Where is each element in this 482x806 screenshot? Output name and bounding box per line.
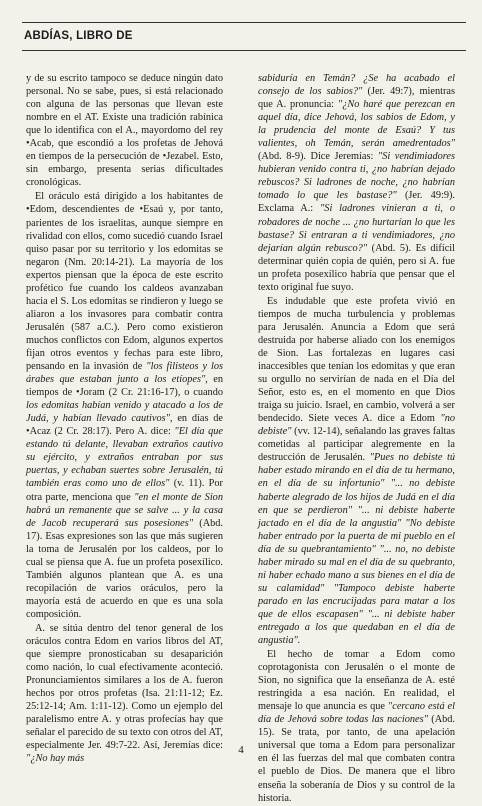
running-head: ABDÍAS, LIBRO DE [24,30,133,42]
top-rule [22,22,466,23]
page-number: 4 [238,744,244,756]
paragraph: El oráculo está dirigido a los habitantes de •Edom, descendientes de •Esaú y, por tanto, parientes de los israelitas, aunque siempre en rivalidad con ellos, como sucedió cuando Israel quiso pasar por su territorio y los edomitas se negaron (Nm. 20:14-21). La mayoría de los expertos piensan que la época de este escrito profético fue cuando los caldeos avanzaban hacia el S. Los edomitas se rindieron y luego se aliaron a los invasores para combatir contra Jerusalén (587 a.C.). Pero como existieron muchos conflictos con Edom, algunos expertos fijan otros eventos y fechas para este libro, pensando en la invasión de "los filisteos y los árabes que estaban junto a los etíopes", en tiempos de •Joram (2 Cr. 21:16-17), o cuando los edomitas habían venido y atacado a los de Judá, y habían llevado cautivos", en días de •Acaz (2 Cr. 28:17). Pero A. dice: "El día que estando tú delante, llevaban extraños cautivo su ejército, y extraños entraban por sus puertas, y echaban suertes sobre Jerusalén, tú también eras como uno de ellos" (v. 11). Por otra parte, menciona que "en el monte de Sion habrá un remanente que se salve ... y la casa de Jacob recuperará sus posesiones" (Abd. 17). Esas expresiones son las que más sugieren la toma de Jerusalén por los caldeos, por lo cual se piensa que A. fue un profeta posexílico. También algunos plantean que A. es una recopilación de varios oráculos, pero la mayoría está de acuerdo en que es una sola composición. [26,191,224,620]
paragraph: Es indudable que este profeta vivió en tiempos de mucha turbulencia y problemas para Jerusalén. Anuncia a Edom que será destruida por haberse aliado con los enemigos de Sion. Las fortalezas en lugares casi inaccesibles que tenían los edomitas y que eran su orgullo no servirían de nada en el Día del Señor, esto es, en el momento en que Dios traiga su juicio. Israel, en cambio, volverá a ser bendecido. Siete veces A. dice a Edom "no debiste" (vv. 12-14), señalando las graves faltas cometidas al participar alegremente en la destrucción de Jerusalén. "Pues no debiste tú haber estado mirando en el día de tu hermano, en el día de su infortunio" "... no debiste haberte alegrado de los hijos de Judá en el día en que se perdieron" "... ni debiste haberte jactado en el día de la angustia" "No debiste haber entrado por la puerta de mi pueblo en el día de su quebrantamiento" "... no, no debiste haber mirado su mal en el día de su quebranto, ni haber echado mano a sus bienes en el día de su calamidad" "Tampoco debiste haberte parado en las encrucijadas para matar a los que de ellos escapasen" "... ni debiste haber entregado a los que quedaban en el día de angustia". [258,295,455,647]
paragraph: y de su escrito tampoco se deduce ningún dato personal. No se sabe, pues, si está relacionado con alguna de las personas que llevan este nombre en el AT. Existe una tradición rabínica que lo identifica con el A., mayordomo del rey •Acab, que escondió a los profetas de Jehová en tiempos de la persecución de •Jezabel. Esto, sin embargo, presenta serias dificultades cronológicas. [26,73,223,189]
left-column [26,72,223,766]
right-column [258,72,455,806]
paragraph: El hecho de tomar a Edom como coprotagonista con Jerusalén o el monte de Sion, no significa que la enseñanza de A. esté restringida a esa nación. En realidad, el mensaje lo que anuncia es que "cercano está el día de Jehová sobre todas las naciones" (Abd. 15). Se trata, por tanto, de una apelación universal que toma a Edom para personalizar en él las fuerzas del mal que combaten contra el pueblo de Dios. De manera que el libro enseña la soberanía de Dios y su control de la historia. [258,649,456,804]
paragraph: sabiduría en Temán? ¿Se ha acabado el consejo de los sabios?" (Jer. 49:7), mientras que A. pronuncia: "¿No haré que perezcan en aquel día, dice Jehová, los sabios de Edom, y la prudencia del monte de Esaú? Y tus valientes, oh Temán, serán amedrentados" (Abd. 8-9). Dice Jeremías: "Si vendimiadores hubieran venido contra ti, ¿no habrían dejado rebuscos? Si ladrones de noche, ¿no habrían tomado lo que les bastase?" (Jer. 49:9). Exclama A.: "Si ladrones vinieran a ti, o robadores de noche ... ¿no hurtarían lo que les bastase? Si entraran a ti vendimiadores, ¿no dejarían algún rebusco?" (Abd. 5). Es difícil determinar quién copia de quién, pero si A. fue un profeta posexílico habría que pensar que el texto original fue suyo. [258,73,456,293]
header-rule [22,50,466,51]
paragraph: A. se sitúa dentro del tenor general de los oráculos contra Edom en varios libros del AT, que siempre pronosticaban su desaparición como nación, lo cual efectivamente aconteció. Pronunciamientos similares a los de A. fueron hechos por otros profetas (Isa. 21:11-12; Ez. 25:12-14; Am. 1:11-12). Como un ejemplo del paralelismo entre A. y otras profecías hay que señalar el parecido de su texto con otros del AT, especialmente Jer. 49:7-22. Así, Jeremías dice: "¿No hay más [26,622,223,765]
